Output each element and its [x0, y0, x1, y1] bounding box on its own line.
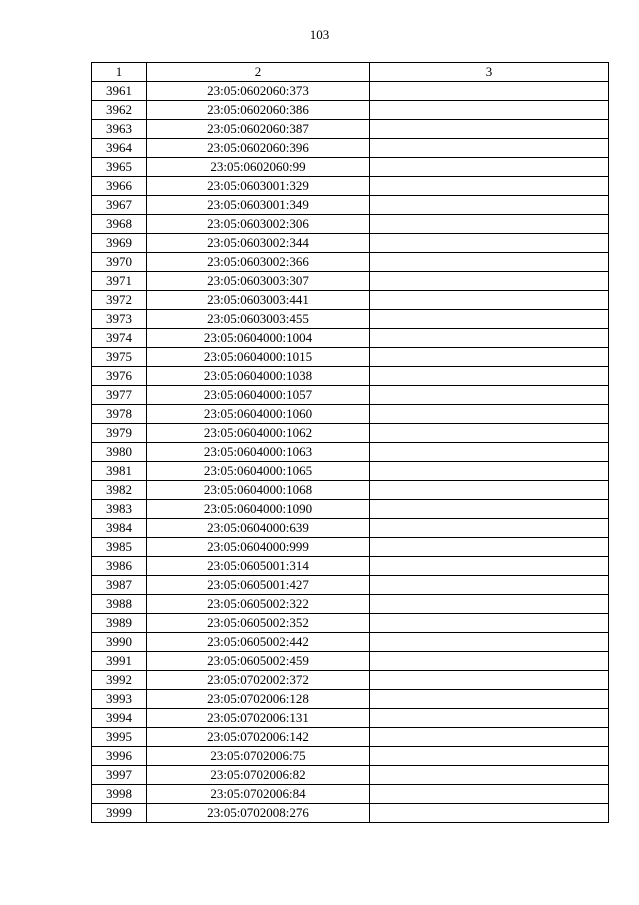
table-row: [92, 766, 609, 785]
row-number-cell: 3973: [92, 310, 147, 329]
cadastral-number-cell: 23:05:0602060:99: [147, 158, 370, 177]
table-row: [92, 272, 609, 291]
notes-cell: [370, 253, 609, 272]
row-number-cell: 3984: [92, 519, 147, 538]
cadastral-number-cell: 23:05:0702002:372: [147, 671, 370, 690]
column-header-1: 1: [92, 63, 147, 82]
notes-cell: [370, 690, 609, 709]
row-number-cell: 3977: [92, 386, 147, 405]
table-row: [92, 424, 609, 443]
data-table: [91, 62, 609, 823]
table-body: [92, 82, 609, 823]
cadastral-number-cell: 23:05:0604000:1060: [147, 405, 370, 424]
table-row: [92, 234, 609, 253]
cadastral-number-cell: 23:05:0603003:441: [147, 291, 370, 310]
table-row: [92, 158, 609, 177]
cadastral-number-cell: 23:05:0604000:1015: [147, 348, 370, 367]
notes-cell: [370, 120, 609, 139]
cadastral-number-cell: 23:05:0604000:1090: [147, 500, 370, 519]
row-number-cell: 3996: [92, 747, 147, 766]
row-number-cell: 3997: [92, 766, 147, 785]
cadastral-number-cell: 23:05:0605002:459: [147, 652, 370, 671]
row-number-cell: 3964: [92, 139, 147, 158]
row-number-cell: 3962: [92, 101, 147, 120]
cadastral-number-cell: 23:05:0605002:322: [147, 595, 370, 614]
notes-cell: [370, 728, 609, 747]
cadastral-number-cell: 23:05:0605002:352: [147, 614, 370, 633]
row-number-cell: 3966: [92, 177, 147, 196]
row-number-cell: 3968: [92, 215, 147, 234]
notes-cell: [370, 177, 609, 196]
notes-cell: [370, 367, 609, 386]
row-number-cell: 3988: [92, 595, 147, 614]
table-row: [92, 310, 609, 329]
notes-cell: [370, 500, 609, 519]
row-number-cell: 3971: [92, 272, 147, 291]
notes-cell: [370, 519, 609, 538]
table-row: [92, 747, 609, 766]
notes-cell: [370, 443, 609, 462]
row-number-cell: 3989: [92, 614, 147, 633]
notes-cell: [370, 614, 609, 633]
cadastral-number-cell: 23:05:0702006:75: [147, 747, 370, 766]
notes-cell: [370, 747, 609, 766]
notes-cell: [370, 671, 609, 690]
row-number-cell: 3998: [92, 785, 147, 804]
notes-cell: [370, 215, 609, 234]
row-number-cell: 3980: [92, 443, 147, 462]
cadastral-number-cell: 23:05:0604000:1062: [147, 424, 370, 443]
notes-cell: [370, 576, 609, 595]
row-number-cell: 3991: [92, 652, 147, 671]
table-row: [92, 348, 609, 367]
notes-cell: [370, 329, 609, 348]
table-row: [92, 120, 609, 139]
table-row: [92, 481, 609, 500]
notes-cell: [370, 196, 609, 215]
row-number-cell: 3981: [92, 462, 147, 481]
notes-cell: [370, 158, 609, 177]
notes-cell: [370, 424, 609, 443]
page-number: 103: [309, 27, 330, 42]
table-row: [92, 595, 609, 614]
table-row: [92, 215, 609, 234]
row-number-cell: 3978: [92, 405, 147, 424]
notes-cell: [370, 386, 609, 405]
notes-cell: [370, 348, 609, 367]
row-number-cell: 3986: [92, 557, 147, 576]
cadastral-number-cell: 23:05:0603003:307: [147, 272, 370, 291]
row-number-cell: 3992: [92, 671, 147, 690]
table-row: [92, 728, 609, 747]
cadastral-number-cell: 23:05:0605001:427: [147, 576, 370, 595]
row-number-cell: 3993: [92, 690, 147, 709]
cadastral-number-cell: 23:05:0702006:128: [147, 690, 370, 709]
notes-cell: [370, 595, 609, 614]
cadastral-number-cell: 23:05:0603003:455: [147, 310, 370, 329]
row-number-cell: 3994: [92, 709, 147, 728]
cadastral-number-cell: 23:05:0604000:999: [147, 538, 370, 557]
table-row: [92, 671, 609, 690]
notes-cell: [370, 82, 609, 101]
table-row: [92, 386, 609, 405]
header-row: [92, 63, 609, 82]
cadastral-number-cell: 23:05:0602060:386: [147, 101, 370, 120]
cadastral-number-cell: 23:05:0702006:131: [147, 709, 370, 728]
row-number-cell: 3982: [92, 481, 147, 500]
notes-cell: [370, 766, 609, 785]
cadastral-number-cell: 23:05:0604000:1068: [147, 481, 370, 500]
cadastral-number-cell: 23:05:0603001:349: [147, 196, 370, 215]
row-number-cell: 3967: [92, 196, 147, 215]
row-number-cell: 3975: [92, 348, 147, 367]
notes-cell: [370, 462, 609, 481]
table-row: [92, 576, 609, 595]
table-row: [92, 519, 609, 538]
row-number-cell: 3979: [92, 424, 147, 443]
row-number-cell: 3983: [92, 500, 147, 519]
notes-cell: [370, 272, 609, 291]
cadastral-number-cell: 23:05:0603002:344: [147, 234, 370, 253]
row-number-cell: 3969: [92, 234, 147, 253]
table-row: [92, 177, 609, 196]
table-row: [92, 291, 609, 310]
table-row: [92, 405, 609, 424]
row-number-cell: 3990: [92, 633, 147, 652]
notes-cell: [370, 804, 609, 823]
notes-cell: [370, 405, 609, 424]
row-number-cell: 3965: [92, 158, 147, 177]
table-row: [92, 633, 609, 652]
table-row: [92, 101, 609, 120]
table-row: [92, 804, 609, 823]
notes-cell: [370, 633, 609, 652]
table-row: [92, 253, 609, 272]
cadastral-number-cell: 23:05:0702006:142: [147, 728, 370, 747]
table-row: [92, 367, 609, 386]
table-row: [92, 82, 609, 101]
table-row: [92, 785, 609, 804]
notes-cell: [370, 234, 609, 253]
cadastral-number-cell: 23:05:0604000:1063: [147, 443, 370, 462]
notes-cell: [370, 101, 609, 120]
table-row: [92, 614, 609, 633]
notes-cell: [370, 557, 609, 576]
cadastral-number-cell: 23:05:0602060:396: [147, 139, 370, 158]
cadastral-number-cell: 23:05:0702008:276: [147, 804, 370, 823]
cadastral-number-cell: 23:05:0603002:366: [147, 253, 370, 272]
row-number-cell: 3985: [92, 538, 147, 557]
cadastral-number-cell: 23:05:0604000:1038: [147, 367, 370, 386]
table-row: [92, 329, 609, 348]
notes-cell: [370, 785, 609, 804]
table-row: [92, 538, 609, 557]
row-number-cell: 3976: [92, 367, 147, 386]
column-header-2: 2: [147, 63, 370, 82]
row-number-cell: 3974: [92, 329, 147, 348]
table-row: [92, 139, 609, 158]
cadastral-number-cell: 23:05:0605002:442: [147, 633, 370, 652]
notes-cell: [370, 652, 609, 671]
cadastral-number-cell: 23:05:0604000:639: [147, 519, 370, 538]
cadastral-number-cell: 23:05:0605001:314: [147, 557, 370, 576]
cadastral-number-cell: 23:05:0604000:1004: [147, 329, 370, 348]
table-row: [92, 652, 609, 671]
cadastral-number-cell: 23:05:0702006:84: [147, 785, 370, 804]
cadastral-number-cell: 23:05:0604000:1057: [147, 386, 370, 405]
table-row: [92, 557, 609, 576]
cadastral-number-cell: 23:05:0602060:387: [147, 120, 370, 139]
row-number-cell: 3972: [92, 291, 147, 310]
table-row: [92, 443, 609, 462]
cadastral-number-cell: 23:05:0602060:373: [147, 82, 370, 101]
cadastral-number-cell: 23:05:0702006:82: [147, 766, 370, 785]
notes-cell: [370, 481, 609, 500]
notes-cell: [370, 538, 609, 557]
row-number-cell: 3987: [92, 576, 147, 595]
table-row: [92, 690, 609, 709]
table-row: [92, 462, 609, 481]
table-row: [92, 196, 609, 215]
table-header: [92, 63, 609, 82]
cadastral-number-cell: 23:05:0603001:329: [147, 177, 370, 196]
notes-cell: [370, 709, 609, 728]
notes-cell: [370, 139, 609, 158]
row-number-cell: 3995: [92, 728, 147, 747]
row-number-cell: 3999: [92, 804, 147, 823]
notes-cell: [370, 291, 609, 310]
column-header-3: 3: [370, 63, 609, 82]
cadastral-number-cell: 23:05:0603002:306: [147, 215, 370, 234]
row-number-cell: 3961: [92, 82, 147, 101]
row-number-cell: 3970: [92, 253, 147, 272]
table-row: [92, 709, 609, 728]
notes-cell: [370, 310, 609, 329]
row-number-cell: 3963: [92, 120, 147, 139]
cadastral-number-cell: 23:05:0604000:1065: [147, 462, 370, 481]
table-row: [92, 500, 609, 519]
